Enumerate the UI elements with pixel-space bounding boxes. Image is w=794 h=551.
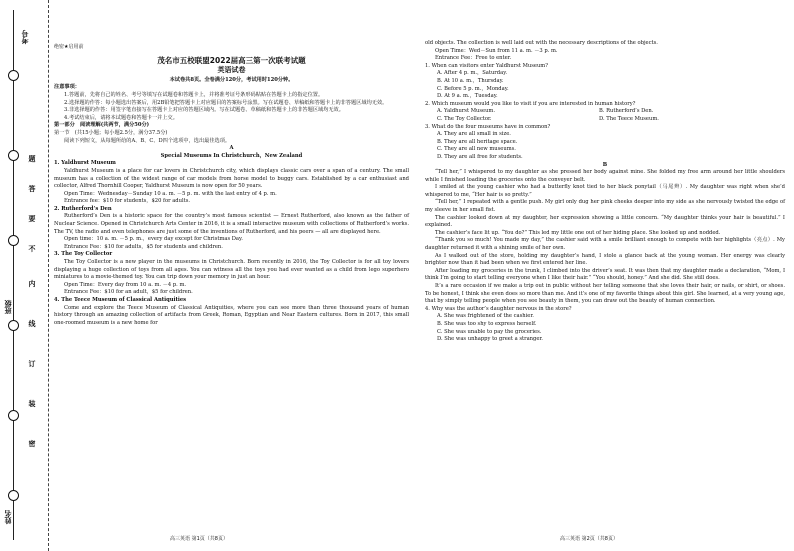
museum-1-title: 1. Yaldhurst Museum xyxy=(54,160,116,167)
museum-2-fee: Entrance Fee：$10 for adults，$5 for students and children. xyxy=(64,243,223,250)
museum-3-body: The Toy Collector is a new player in the museums in Christchurch. Born recently in 2016, the Toy Collector is for all toy lovers displaying a huge collection of toys from all ages. You can witness all the toys you had ever wanted as a child from lego superhero miniatures to a movie-themed toy. You can trip down your memory in just an hour. xyxy=(54,259,409,281)
cut-word: 不 xyxy=(28,245,36,252)
cut-word: 答 xyxy=(28,185,36,192)
footer-left: 高三英语 第1页（共8页） xyxy=(170,536,228,542)
option-2b: B. Rutherford’s Den. xyxy=(599,108,654,115)
museum-2-time: Open time：10 a. m. －5 p. m.，every day except for Christmas Day. xyxy=(64,236,243,243)
exam-note: 本试卷共8页。全卷满分120分，考试用时120分钟。 xyxy=(169,76,294,83)
seal-word: 密 xyxy=(28,440,36,447)
passage-b-paragraph: It’s a rare occasion if we make a trip out in public without her telling someone that she loves their hair, or nails, or shirt, or shoes. To be honest, I think she even does so more than me. And it’s one of my favorite things about this girl. She learned, at a very young age, that by simply telling people when you see beauty in them, you can draw out the beauty of human connection. xyxy=(425,283,785,305)
seal-circle xyxy=(8,490,19,501)
cut-word: 订 xyxy=(28,360,36,367)
museum-4-body: Come and explore the Teece Museum of Classical Antiquities, where you can see more than three thousand years of human history through an amazing collection of artifacts from Greek, Roman, Egyptian and Near Eastern cultures. Born in 2017, this small one-roomed museum is a new home for xyxy=(54,304,409,326)
seal-circle xyxy=(8,150,19,161)
seal-circle xyxy=(8,410,19,421)
instruction-item: 2.选择题的作答：每小题选出答案后，用2B铅笔把答题卡上对应题目的答案标号涂黑。写在试题卷、草稿纸和答题卡上的非答题区域均无效。 xyxy=(64,99,388,106)
passage-b-paragraph: “Tell her,” I whispered to my daughter as she pressed her body against mine. She folded my free arm around her little shoulders while I finished loading the groceries onto the conveyer belt. xyxy=(425,169,785,183)
option-2c: C. The Toy Collector. xyxy=(437,115,492,122)
museum-3-title: 3. The Toy Collector xyxy=(54,251,113,258)
option-2d: D. The Teece Museum. xyxy=(599,115,659,122)
option-3c: C. They are all new museums. xyxy=(437,146,516,153)
passage-b-paragraph: After loading my groceries in the trunk, I climbed into the driver’s seat. It was then that my daughter made a declaration, “Mom, I think I’m going to start telling everyone when I like their hair.” “You should, honey.” And she did. She still does. xyxy=(425,267,785,282)
option-4c: C. She was unable to pay the groceries. xyxy=(437,328,542,335)
question-2: 2. Which museum would you like to visit if you are interested in human history? xyxy=(425,100,636,107)
options-2-row xyxy=(425,116,785,124)
subject-title: 英语试卷 xyxy=(217,66,246,75)
option-3b: B. They are all heritage space. xyxy=(437,138,518,145)
cut-word: 装 xyxy=(28,400,36,407)
museum-4-time: Open Time：Wed－Sun from 11 a. m. －3 p. m. xyxy=(435,47,558,54)
cut-word: 线 xyxy=(28,320,36,327)
museum-3-time: Open Time：Every day from 10 a. m. －4 p. m. xyxy=(64,281,187,288)
cut-word: 要 xyxy=(28,215,36,222)
secret-mark: 绝密★启用前 xyxy=(54,44,84,50)
option-1d: D. At 9 a. m.，Tuesday. xyxy=(437,93,498,100)
passage-b-paragraph: I smiled at the young cashier who had a butterfly knot tied to her black ponytail（马尾辫）. My daughter was right when she’d whispered to me, “Her hair is so pretty.” xyxy=(425,184,785,198)
museum-3-fee: Entrance Fee：$10 for an adult，$5 for children. xyxy=(64,289,193,296)
seal-circle xyxy=(8,320,19,331)
part1-direction: 阅读下列短文，从每题所给的A、B、C、D四个选项中，选出最佳选项。 xyxy=(64,137,231,144)
option-4d: D. She was unhappy to greet a stranger. xyxy=(437,336,543,343)
footer-right: 高三英语 第2页（共8页） xyxy=(560,536,618,542)
museum-4-title: 4. The Teece Museum of Classical Antiquities xyxy=(54,297,187,303)
passage-b-paragraph: As I walked out of the store, holding my daughter’s hand, I stole a glance back at the young woman. Her energy was clearly brighter now than it had been when we first entered her line. xyxy=(425,252,785,267)
seal-circle xyxy=(8,235,19,246)
instructions-heading: 注意事项： xyxy=(54,84,80,91)
museum-2-body: Rutherford’s Den is a historic space for the country’s most famous scientist — Ernest Rutherford, also known as the father of Nuclear Science. Opened in Christchurch Arts Center in 2016, it is a small interactive museum with collections of Rutherford’s works. The TV, the radio and even telephones are just some of the inventions of Rutherford, and his peers — all are displayed here. xyxy=(54,213,409,235)
option-1c: C. Before 5 p. m.，Monday. xyxy=(437,85,509,92)
museum-2-title: 2. Rutherford’s Den xyxy=(54,205,112,212)
exam-title: 茂名市五校联盟2022届高三第一次联考试题 xyxy=(157,55,306,65)
option-4a: A. She was frightened of the cashier. xyxy=(437,313,534,320)
seal-line xyxy=(13,10,14,540)
passage-a-letter: A xyxy=(229,145,234,152)
section1-heading: 第一节 (共15小题；每小题2.5分，满分37.5分) xyxy=(54,129,168,136)
cut-word: 题 xyxy=(28,155,36,162)
passage-b-paragraph: “Thank you so much! You made my day,” the cashier said with a smile brilliant enough to compete with her highlights（亮点）. My daughter returned it with a shining smile of her own. xyxy=(425,237,785,252)
instruction-item: 3.非选择题的作答：用签字笔直接写在答题卡上对应的答题区域内。写在试题卷、草稿纸和答题卡上的非答题区域均无效。 xyxy=(64,107,344,114)
question-4: 4. Why was the author’s daughter nervous in the store? xyxy=(425,305,572,312)
museum-4-fee: Entrance Fee：Free to enter. xyxy=(435,55,512,62)
museum-1-time: Open Time：Wednesday－Sunday 10 a. m. －5 p. m. with the last entry of 4 p. m. xyxy=(64,190,277,197)
museum-1-body: Yaldhurst Museum is a place for car lovers in Christchurch city, which displays classic cars over a span of a century. The small museum has a collection of the widest range of car models from horse model to buggy cars. Established by a car enthusiast and collector, Alfred Thornhill Cooper, Yaldhurst Museum is now open for 50 years. xyxy=(54,167,409,190)
museum-1-fee: Entrance fee：$10 for students，$20 for adults. xyxy=(64,198,191,205)
passage-b-paragraph: “Tell her,” I repeated with a gentle push. My girl only dug her pink cheeks deeper into my side as she nervously twisted the edge of my sleeve in her small fist. xyxy=(425,199,785,214)
instruction-item: 1.答题前，先将自己的姓名、考号等填写在试题卷和答题卡上，并将准考证号条形码粘贴在答题卡上的指定位置。 xyxy=(64,91,324,98)
option-4b: B. She was too shy to express herself. xyxy=(437,320,537,327)
instruction-item: 4.考试结束后，请将本试题卷和答题卡一并上交。 xyxy=(64,114,178,121)
passage-b-paragraph: The cashier’s face lit up. “You do?” This led my little one out of her hiding place. She looked up and nodded. xyxy=(435,229,721,236)
name-label: 姓名 xyxy=(4,510,12,524)
museum-4-body-cont: old objects. The collection is well laid out with the necessary descriptions of the objects. xyxy=(425,40,658,46)
passage-a-title: Special Museums In Christchurch，New Zealand xyxy=(160,152,303,159)
exam-no-label: 考号 xyxy=(21,30,29,44)
option-3d: D. They are all free for students. xyxy=(437,153,523,160)
right-page xyxy=(425,40,785,344)
passage-b-paragraph: The cashier looked down at my daughter, her expression showing a little concern. “My daughter thinks your hair is beautiful.” I explained. xyxy=(425,214,785,229)
class-label: 班级 xyxy=(4,300,12,314)
seal-circle xyxy=(8,70,19,81)
passage-b-letter: B xyxy=(602,161,608,168)
cut-word: 内 xyxy=(28,280,36,287)
option-2a: A. Yaldhurst Museum. xyxy=(437,108,495,115)
binding-margin xyxy=(0,0,49,551)
question-1: 1. When can visitors enter Yaldhurst Museum? xyxy=(425,62,548,69)
options-2-row xyxy=(425,108,785,116)
option-1a: A. After 4 p. m.，Saturday. xyxy=(437,70,508,77)
left-page xyxy=(54,0,409,327)
option-1b: B. At 10 a. m.，Thursday. xyxy=(437,77,504,84)
option-3a: A. They are all small in size. xyxy=(437,131,511,138)
part1-heading: 第一部分 阅读理解(共两节，满分50分) xyxy=(54,122,150,129)
question-3: 3. What do the four museums have in common? xyxy=(425,123,551,130)
